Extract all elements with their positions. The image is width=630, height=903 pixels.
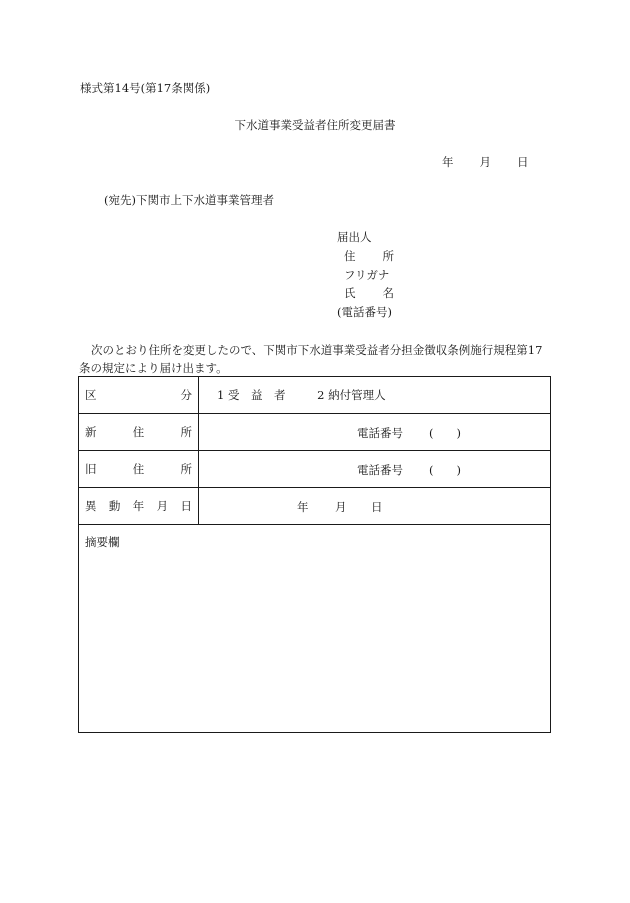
new-address-label: 新 住 所 xyxy=(79,414,199,451)
applicant-phone-label: (電話番号) xyxy=(337,305,392,319)
remarks-row xyxy=(79,525,551,733)
option-payment-manager[interactable]: 2 納付管理人 xyxy=(317,388,386,402)
remarks-field[interactable] xyxy=(79,525,551,733)
form-number: 様式第14号(第17条関係) xyxy=(80,81,211,95)
applicant-name-label: 氏名 xyxy=(344,286,394,300)
old-address-field[interactable] xyxy=(199,451,551,488)
addressee: (宛先)下関市上下水道事業管理者 xyxy=(104,193,274,207)
option-beneficiary[interactable]: 1 受 益 者 xyxy=(217,388,286,402)
date-year: 年 xyxy=(442,155,454,169)
old-address-row xyxy=(79,451,551,488)
category-label: 区 分 xyxy=(79,377,199,414)
new-phone-field[interactable]: ( ) xyxy=(429,426,461,440)
date-month: 月 xyxy=(479,155,491,169)
body-text: 次のとおり住所を変更したので、下関市下水道事業受益者分担金徴収条例施行規程第17条の規定により届け出ます。 xyxy=(79,343,543,375)
change-date-field[interactable] xyxy=(199,488,551,525)
change-date-row xyxy=(79,488,551,525)
change-date-year: 年 xyxy=(297,500,309,514)
new-phone-label: 電話番号 xyxy=(357,426,403,440)
change-date-day: 日 xyxy=(371,500,383,514)
remarks-label: 摘要欄 xyxy=(85,535,120,549)
date-day: 日 xyxy=(517,155,529,169)
applicant-heading: 届出人 xyxy=(337,230,372,244)
submission-date xyxy=(442,155,529,169)
change-date-label: 異 動 年 月 日 xyxy=(79,488,199,525)
change-date-month: 月 xyxy=(335,500,347,514)
document-title: 下水道事業受益者住所変更届書 xyxy=(234,118,396,132)
category-row xyxy=(79,377,551,414)
applicant-address-label: 住所 xyxy=(344,249,394,263)
category-options[interactable] xyxy=(199,377,551,414)
old-address-label: 旧 住 所 xyxy=(79,451,199,488)
new-address-field[interactable] xyxy=(199,414,551,451)
old-phone-label: 電話番号 xyxy=(357,463,403,477)
new-address-row xyxy=(79,414,551,451)
old-phone-field[interactable]: ( ) xyxy=(429,463,461,477)
change-form-table xyxy=(78,376,551,733)
applicant-furigana-label: フリガナ xyxy=(344,268,390,282)
